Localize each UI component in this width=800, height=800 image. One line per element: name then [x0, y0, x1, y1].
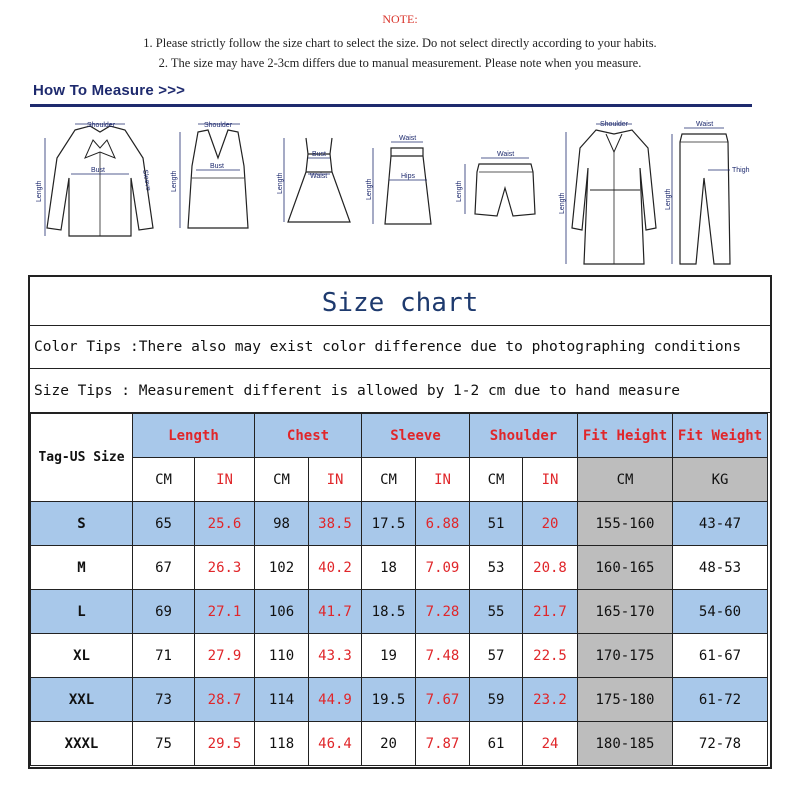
cell-sleeve-cm: 19: [362, 634, 416, 678]
unit-cm: CM: [255, 458, 309, 502]
cell-shoulder-in: 22.5: [523, 634, 578, 678]
size-label: XL: [31, 634, 133, 678]
cell-length-cm: 67: [133, 546, 195, 590]
chest-header: Chest: [255, 414, 362, 458]
cell-length-in: 26.3: [195, 546, 255, 590]
shorts-length-label: Length: [456, 180, 463, 202]
cell-shoulder-cm: 53: [470, 546, 523, 590]
cell-chest-in: 46.4: [309, 722, 362, 766]
table-row: [31, 722, 768, 766]
cell-shoulder-cm: 51: [470, 502, 523, 546]
cell-length-cm: 73: [133, 678, 195, 722]
cell-shoulder-cm: 59: [470, 678, 523, 722]
shorts-sketch: [455, 148, 545, 228]
blouse-bust-label: Bust: [91, 167, 106, 174]
size-chart: [28, 275, 772, 769]
cell-fit-weight: 61-67: [673, 634, 768, 678]
pants-waist-label: Waist: [696, 121, 714, 128]
skirt-hips-label: Hips: [401, 173, 416, 180]
tag-size-header: Tag-US Size: [31, 414, 133, 502]
blouse-sleeve-label: Sleeve: [141, 169, 152, 192]
cell-sleeve-cm: 18.5: [362, 590, 416, 634]
tank-length-label: Length: [171, 170, 178, 192]
table-row: [31, 678, 768, 722]
cell-sleeve-cm: 19.5: [362, 678, 416, 722]
blouse-length-label: Length: [36, 180, 43, 202]
cell-length-in: 27.1: [195, 590, 255, 634]
cell-fit-height: 160-165: [578, 546, 673, 590]
size-label: S: [31, 502, 133, 546]
blouse-sketch: [35, 118, 165, 248]
skirt-length-label: Length: [366, 178, 373, 200]
cell-fit-weight: 72-78: [673, 722, 768, 766]
cell-chest-cm: 114: [255, 678, 309, 722]
size-chart-title: Size chart: [30, 277, 770, 326]
cell-chest-in: 41.7: [309, 590, 362, 634]
cell-length-in: 28.7: [195, 678, 255, 722]
cell-sleeve-cm: 20: [362, 722, 416, 766]
cell-fit-weight: 43-47: [673, 502, 768, 546]
cell-shoulder-in: 20: [523, 502, 578, 546]
length-header: Length: [133, 414, 255, 458]
how-to-measure-title: How To Measure >>>: [33, 82, 186, 99]
cell-fit-height: 180-185: [578, 722, 673, 766]
cell-chest-cm: 98: [255, 502, 309, 546]
pants-sketch: [665, 118, 758, 268]
cell-shoulder-in: 24: [523, 722, 578, 766]
cell-fit-height: 155-160: [578, 502, 673, 546]
coat-shoulder-label: Shoulder: [600, 121, 629, 128]
shorts-waist-label: Waist: [497, 151, 515, 158]
cell-length-in: 27.9: [195, 634, 255, 678]
size-tip: Size Tips : Measurement different is allowed by 1-2 cm due to hand measure: [30, 369, 770, 413]
cell-sleeve-in: 7.67: [416, 678, 470, 722]
cell-sleeve-in: 6.88: [416, 502, 470, 546]
skirt-sketch: [365, 132, 450, 232]
cell-chest-in: 43.3: [309, 634, 362, 678]
unit-kg: KG: [673, 458, 768, 502]
cell-chest-cm: 118: [255, 722, 309, 766]
tank-top-sketch: [168, 118, 268, 238]
cell-fit-height: 170-175: [578, 634, 673, 678]
unit-in: IN: [416, 458, 470, 502]
color-tip: Color Tips :There also may exist color difference due to photographing conditions: [30, 325, 770, 369]
cell-fit-weight: 48-53: [673, 546, 768, 590]
fit-height-header: Fit Height: [578, 414, 673, 458]
table-row: [31, 546, 768, 590]
cell-length-cm: 75: [133, 722, 195, 766]
size-table: [30, 413, 768, 766]
pants-length-label: Length: [665, 188, 672, 210]
sleeve-header: Sleeve: [362, 414, 470, 458]
dress-waist-label: Waist: [310, 173, 328, 180]
size-label: XXXL: [31, 722, 133, 766]
note-line-2: 2. The size may have 2-3cm differs due to manual measurement. Please note when you measure.: [158, 56, 642, 70]
cell-length-in: 25.6: [195, 502, 255, 546]
note-line-1: 1. Please strictly follow the size chart to select the size. Do not select directly according to your habits.: [143, 36, 657, 50]
cell-length-cm: 69: [133, 590, 195, 634]
size-label: L: [31, 590, 133, 634]
pants-thigh-label: Thigh: [732, 167, 750, 174]
dress-bust-label: Bust: [312, 151, 327, 158]
cell-shoulder-in: 21.7: [523, 590, 578, 634]
cell-length-cm: 71: [133, 634, 195, 678]
table-row: [31, 634, 768, 678]
tank-shoulder-label: Shoulder: [204, 122, 233, 129]
unit-in: IN: [309, 458, 362, 502]
title-divider: [30, 104, 752, 107]
unit-cm: CM: [133, 458, 195, 502]
blouse-shoulder-label: Shoulder: [87, 122, 116, 129]
tank-bust-label: Bust: [210, 163, 225, 170]
cell-shoulder-cm: 61: [470, 722, 523, 766]
note-title: NOTE:: [382, 12, 418, 26]
coat-length-label: Length: [559, 192, 566, 214]
cell-chest-cm: 106: [255, 590, 309, 634]
shoulder-header: Shoulder: [470, 414, 578, 458]
unit-cm: CM: [470, 458, 523, 502]
cell-length-cm: 65: [133, 502, 195, 546]
unit-cm: CM: [578, 458, 673, 502]
cell-shoulder-in: 20.8: [523, 546, 578, 590]
unit-in: IN: [523, 458, 578, 502]
cell-chest-cm: 110: [255, 634, 309, 678]
cell-chest-in: 44.9: [309, 678, 362, 722]
coat-sketch: [560, 118, 670, 268]
cell-fit-weight: 54-60: [673, 590, 768, 634]
size-label: M: [31, 546, 133, 590]
size-label: XXL: [31, 678, 133, 722]
cell-fit-weight: 61-72: [673, 678, 768, 722]
table-row: [31, 502, 768, 546]
fit-weight-header: Fit Weight: [673, 414, 768, 458]
dress-sketch: [278, 130, 358, 230]
table-row: [31, 590, 768, 634]
cell-chest-cm: 102: [255, 546, 309, 590]
cell-shoulder-cm: 57: [470, 634, 523, 678]
dress-length-label: Length: [277, 172, 284, 194]
cell-sleeve-cm: 17.5: [362, 502, 416, 546]
cell-fit-height: 175-180: [578, 678, 673, 722]
size-rows: [31, 502, 768, 766]
cell-sleeve-in: 7.87: [416, 722, 470, 766]
cell-shoulder-in: 23.2: [523, 678, 578, 722]
unit-cm: CM: [362, 458, 416, 502]
cell-sleeve-in: 7.48: [416, 634, 470, 678]
cell-fit-height: 165-170: [578, 590, 673, 634]
cell-chest-in: 40.2: [309, 546, 362, 590]
unit-in: IN: [195, 458, 255, 502]
cell-sleeve-in: 7.28: [416, 590, 470, 634]
cell-chest-in: 38.5: [309, 502, 362, 546]
cell-length-in: 29.5: [195, 722, 255, 766]
cell-shoulder-cm: 55: [470, 590, 523, 634]
skirt-waist-label: Waist: [399, 135, 417, 142]
cell-sleeve-cm: 18: [362, 546, 416, 590]
cell-sleeve-in: 7.09: [416, 546, 470, 590]
